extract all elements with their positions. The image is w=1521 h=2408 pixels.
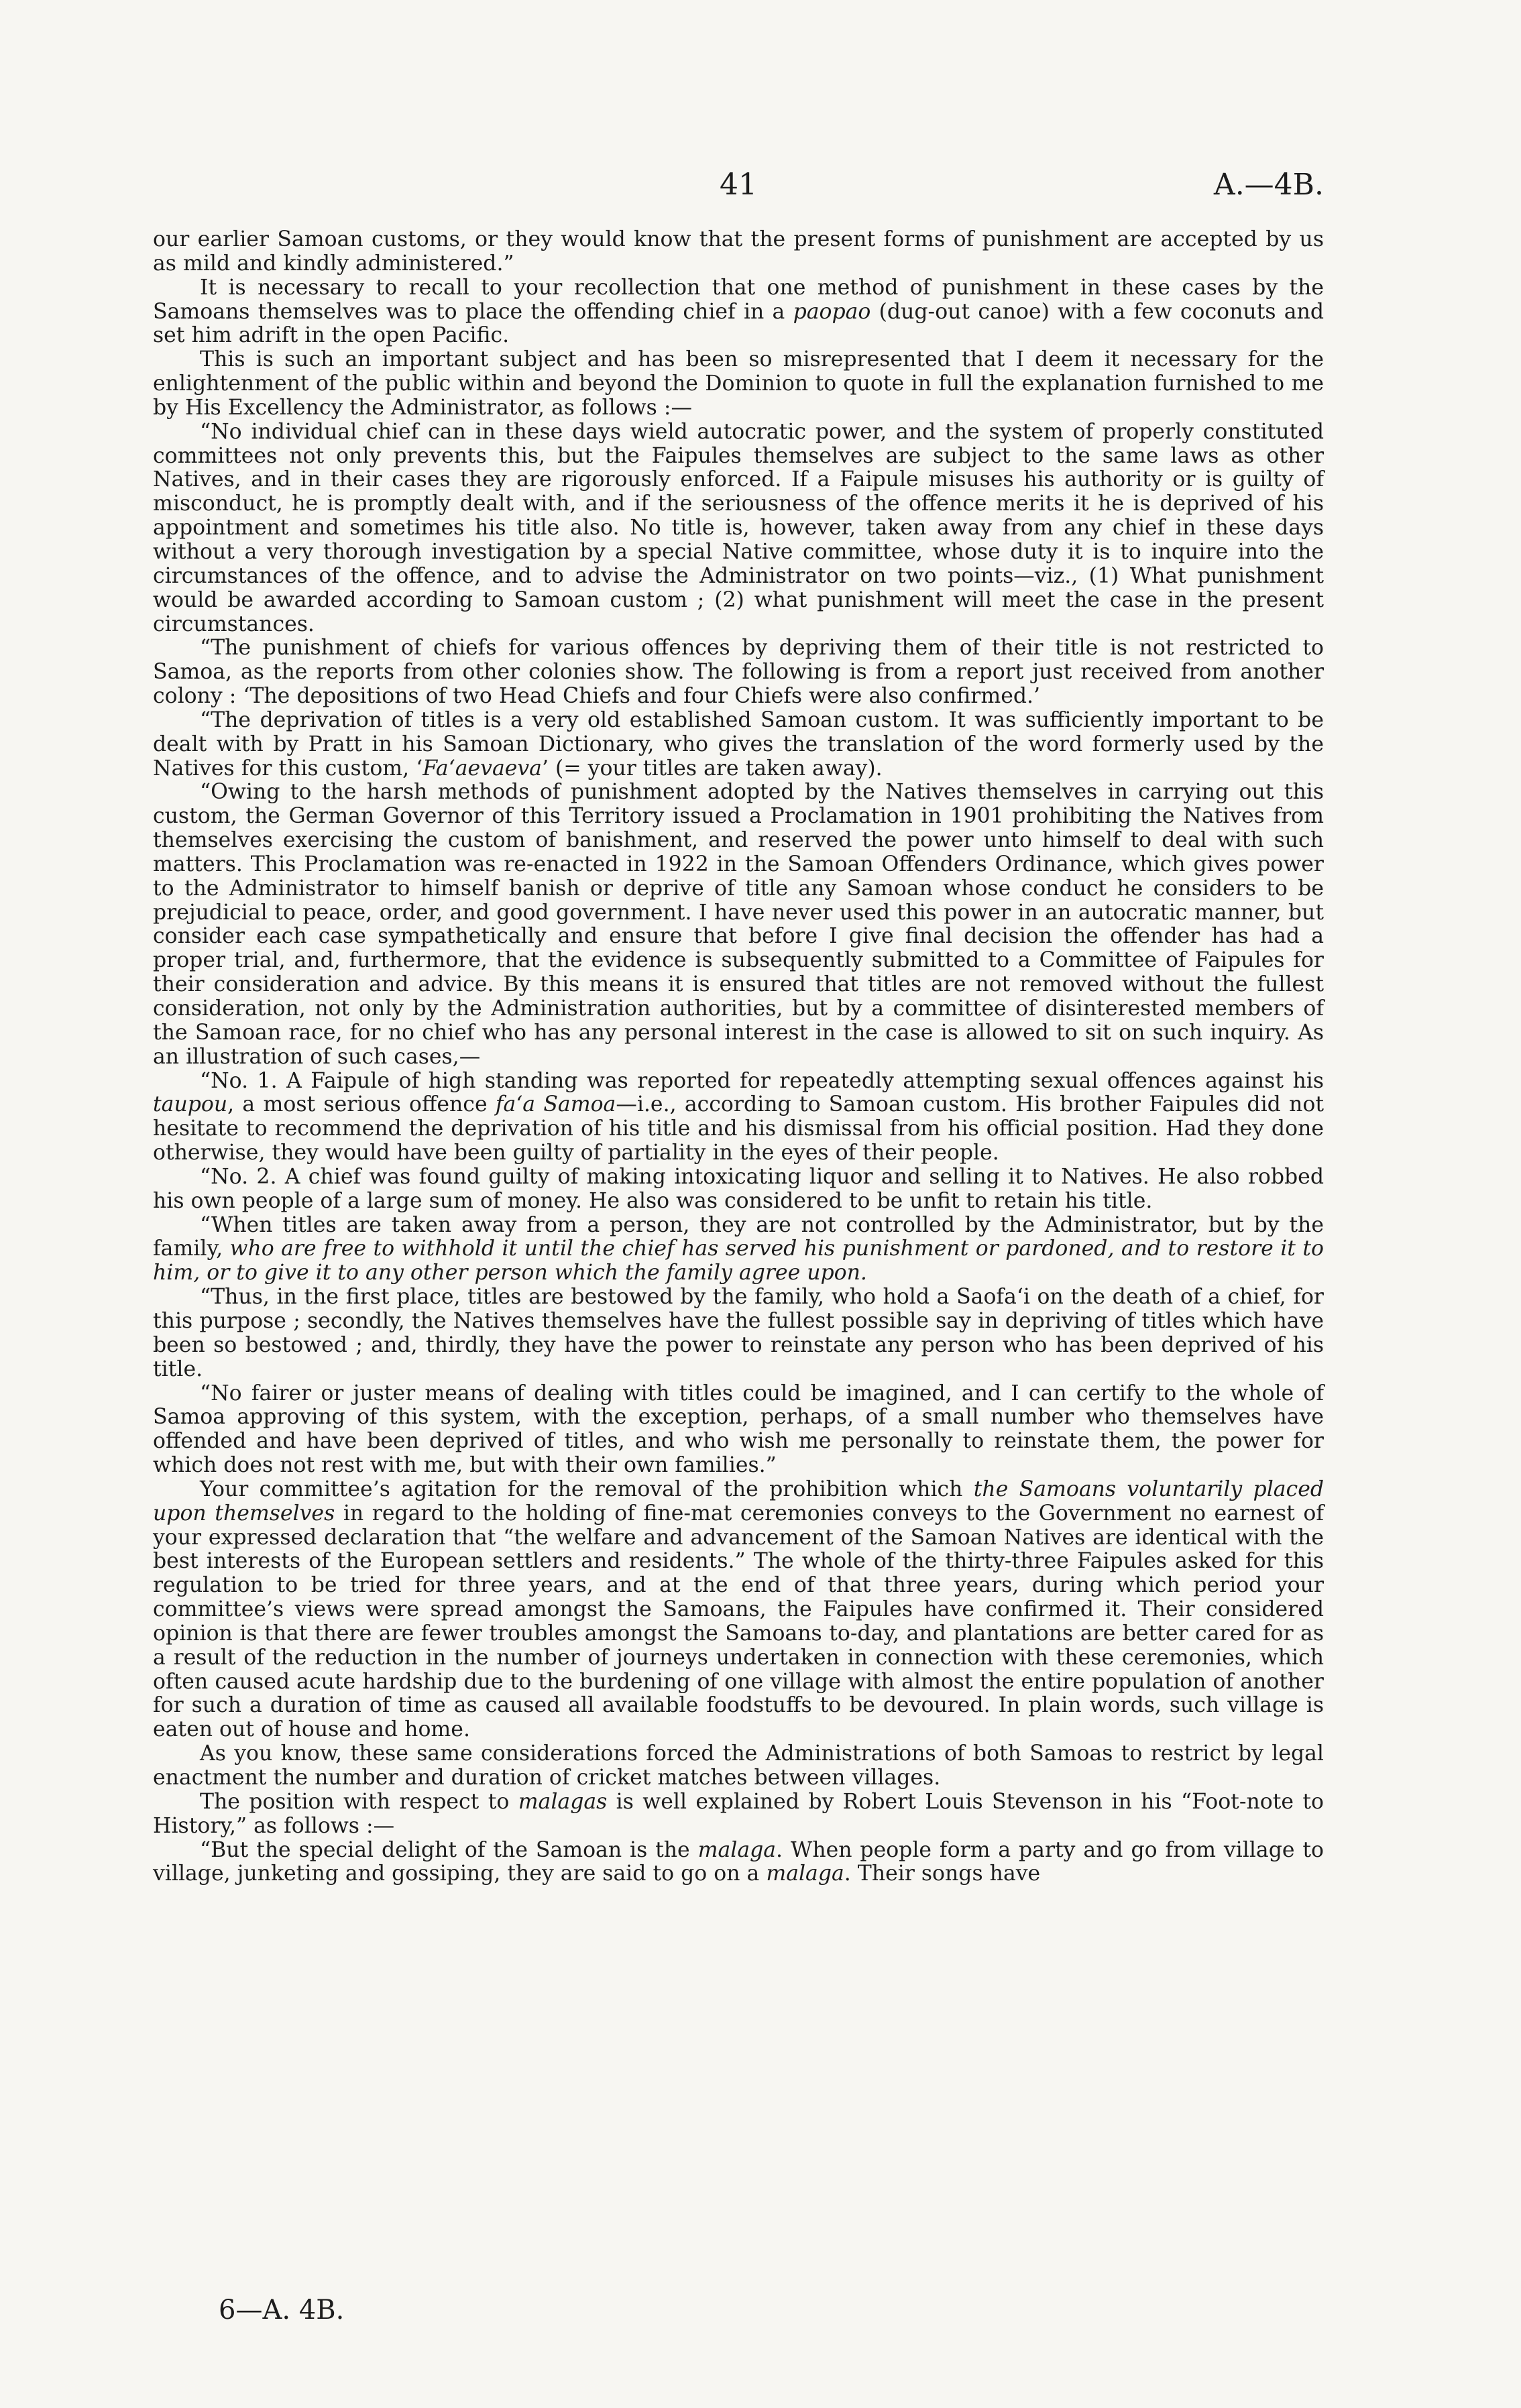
text-run: “Thus, in the first place, titles are bestowed by the family, who hold a Saofa‘i on the death of a chief, for this purpose ; secondly, the Natives themselves have the fullest possible say in depriving of titles which have been so bestowed ; and, thirdly, they have the power to reinstate any person who has been deprived of his title. bbox=[153, 1285, 1324, 1381]
text-run: As you know, these same considerations forced the Administrations of both Samoas to restrict by legal enactment the number and duration of cricket matches between villages. bbox=[153, 1741, 1324, 1790]
text-run: It is necessary to recall to your recollection that one method of punishment in these cases by the Samoans themselves was to place the offending chief in a bbox=[153, 275, 1324, 324]
paragraph bbox=[153, 228, 1324, 276]
signature-mark: 6—A. 4B. bbox=[219, 2295, 345, 2326]
italic-text-run: paopao bbox=[793, 299, 871, 324]
text-run: —i.e., according to Samoan custom. His brother Faipules did not hesitate to recommend the deprivation of his title and his dismissal from his official position. Had they done otherwise, they would have been guilty of partiality in the eyes of their people. bbox=[153, 1092, 1325, 1165]
text-run: “No fairer or juster means of dealing with titles could be imagined, and I can certify to the whole of Samoa approving of this system, with the exception, perhaps, of a small number who themselves have offended and have been deprived of titles, and who wish me personally to reinstate them, the power for which does not rest with me, but with their own families.” bbox=[153, 1381, 1324, 1478]
text-run: “No individual chief can in these days wield autocratic power, and the system of properly constituted committees not only prevents this, but the Faipules themselves are subject to the same laws as other Natives, and in their cases they are rigorously enforced. If a Faipule misuses his authority or is guilty of misconduct, he is promptly dealt with, and if the seriousness of the offence merits it he is deprived of his appointment and sometimes his title also. No title is, however, taken away from any chief in these days without a very thorough investigation by a special Native committee, whose duty it is to inquire into the circumstances of the offence, and to advise the Administrator on two points—viz., (1) What punishment would be awarded according to Samoan custom ; (2) what punishment will meet the case in the present circumstances. bbox=[153, 419, 1324, 636]
italic-text-run: fa‘a Samoa bbox=[495, 1092, 616, 1117]
text-run: This is such an important subject and has been so misrepresented that I deem it necessary for the enlightenment of the public within and beyond the Dominion to quote in full the explanation furnished to me by His Excellency the Administrator, as follows :— bbox=[153, 347, 1324, 420]
page-header bbox=[153, 168, 1324, 208]
italic-text-run: malaga bbox=[697, 1837, 777, 1862]
text-run: (dug-out canoe) with a few coconuts and set him adrift in the open Pacific. bbox=[153, 299, 1324, 348]
text-run: “When titles are taken away from a person, they are not controlled by the Administrator, but by the family, bbox=[153, 1212, 1324, 1261]
text-run: “No. 1. A Faipule of high standing was reported for repeatedly attempting sexual offences against his bbox=[200, 1068, 1324, 1093]
italic-text-run: Fa‘aevaeva bbox=[422, 756, 542, 781]
italic-text-run: malaga bbox=[766, 1861, 844, 1886]
text-run: , a most serious offence bbox=[227, 1092, 496, 1117]
text-run: “The punishment of chiefs for various offences by depriving them of their title is not restricted to Samoa, as the reports from other colonies show. The following is from a report just received from another colony : ‘The depositions of two Head Chiefs and four Chiefs were also confirmed.’ bbox=[153, 636, 1324, 709]
paragraph bbox=[153, 276, 1324, 349]
text-run: in regard to the holding of fine-mat ceremonies conveys to the Government no earnest of your expressed declaration that “the welfare and advancement of the Samoan Natives are identical with the best interests of the European settlers and residents.” The whole of the thirty-three Faipules asked for this regulation to be tried for three years, and at the end of that three years, during which period your committee’s views were spread amongst the Samoans, the Faipules have confirmed it. Their considered opinion is that there are fewer troubles amongst the Samoans to-day, and plantations are better cared for as a result of the reduction in the number of journeys undertaken in connection with these ceremonies, which often caused acute hardship due to the burdening of one village with almost the entire population of another for such a duration of time as caused all available foodstuffs to be devoured. In plain words, such village is eaten out of house and home. bbox=[153, 1501, 1324, 1742]
paragraph bbox=[153, 1790, 1324, 1839]
text-run: “Owing to the harsh methods of punishment adopted by the Natives themselves in carrying out this custom, the German Governor of this Territory issued a Proclamation in 1901 prohibiting the Natives from themselves exercising the custom of banishment, and reserved the power unto himself to deal with such matters. This Proclamation was re-enacted in 1922 in the Samoan Offenders Ordinance, which gives power to the Administrator to himself banish or deprive of title any Samoan whose conduct he considers to be prejudicial to peace, order, and good government. I have never used this power in an autocratic manner, but consider each case sympathetically and ensure that before I give final decision the offender has had a proper trial, and, furthermore, that the evidence is subsequently submitted to a Committee of Faipules for their consideration and advice. By this means it is ensured that titles are not removed without the fullest consideration, not only by the Administration authorities, but by a committee of disinterested members of the Samoan race, for no chief who has any personal interest in the case is allowed to sit on such inquiry. As an illustration of such cases,— bbox=[153, 780, 1324, 1069]
paragraph bbox=[153, 348, 1324, 420]
text-run: is well explained by Robert Louis Stevenson in his “Foot-note to History,” as follows :— bbox=[153, 1789, 1325, 1838]
paragraph bbox=[153, 1214, 1324, 1286]
paragraph bbox=[153, 636, 1324, 709]
italic-text-run: malagas bbox=[518, 1789, 608, 1814]
text-run: “The deprivation of titles is a very old established Samoan custom. It was sufficiently important to be dealt with by Pratt in his Samoan Dictionary, who gives the translation of the word formerly used by the Natives for this custom, ‘ bbox=[153, 707, 1324, 781]
text-run: ’ (= your titles are taken away). bbox=[541, 756, 883, 781]
paragraph bbox=[153, 420, 1324, 637]
italic-text-run: the Samoans voluntarily placed upon themselves bbox=[153, 1477, 1324, 1526]
italic-text-run: taupou bbox=[153, 1092, 228, 1117]
paragraph bbox=[153, 1478, 1324, 1742]
text-run: Your committee’s agitation for the removal of the prohibition which bbox=[200, 1477, 974, 1501]
paragraph bbox=[153, 709, 1324, 781]
text-run: The position with respect to bbox=[200, 1789, 518, 1814]
text-run: . Their songs have bbox=[844, 1861, 1041, 1886]
text-run: “No. 2. A chief was found guilty of making intoxicating liquor and selling it to Natives. He also robbed his own people of a large sum of money. He also was considered to be unfit to retain his title. bbox=[153, 1164, 1324, 1213]
text-run: our earlier Samoan customs, or they would know that the present forms of punishment are accepted by us as mild and kindly administered.” bbox=[153, 227, 1324, 276]
text-run: . When people form a party and go from village to village, junketing and gossiping, they are said to go on a bbox=[153, 1837, 1324, 1886]
paragraph bbox=[153, 1382, 1324, 1478]
paragraph bbox=[153, 781, 1324, 1069]
paragraph bbox=[153, 1165, 1324, 1214]
paragraph bbox=[153, 1742, 1324, 1790]
text-run: “But the special delight of the Samoan is the bbox=[200, 1837, 698, 1862]
body-text bbox=[153, 228, 1324, 1886]
page-number: 41 bbox=[720, 168, 757, 202]
paragraph bbox=[153, 1285, 1324, 1381]
document-reference: A.—4B. bbox=[1213, 168, 1324, 202]
paragraph bbox=[153, 1070, 1324, 1165]
italic-text-run: who are free to withhold it until the chief has served his punishment or pardoned, and to restore it to him, or to give it to any other person which the family agree upon. bbox=[153, 1237, 1324, 1285]
paragraph bbox=[153, 1839, 1324, 1887]
